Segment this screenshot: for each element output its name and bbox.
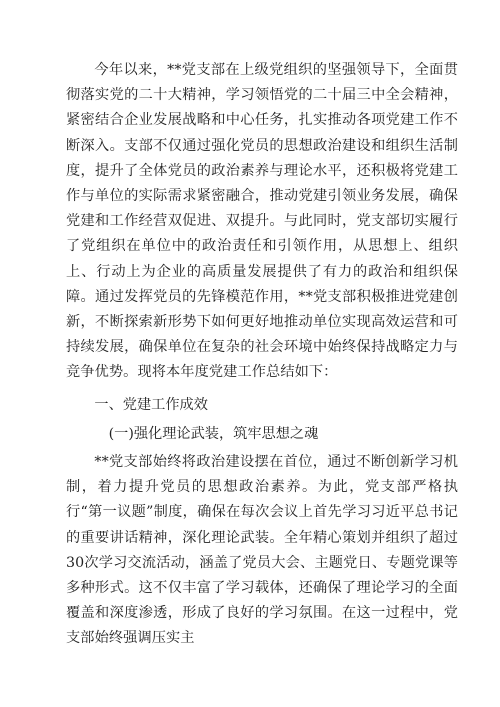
section-heading: 一、党建工作成效 — [94, 396, 208, 413]
body-paragraph: **党支部始终将政治建设摆在首位，通过不断创新学习机制，着力提升党员的思想政治素养。为此，党支部严格执行“第一议题”制度，确保在每次会议上首先学习习近平总书记的重要讲话精神，深化理论武装。全年精心策划并组织了超过30次学习交流活动，涵盖了党员大会、主题党日、专题党课等多种形式。这不仅丰富了学习载体，还确保了理论学习的全面覆盖和深度渗透，形成了良好的学习氛围。在这一过程中，党支部始终强调压实主 — [66, 454, 458, 647]
document-body — [66, 58, 458, 652]
subsection-heading: (一)强化理论武装，筑牢思想之魂 — [108, 425, 319, 442]
intro-paragraph: 今年以来，**党支部在上级党组织的坚强领导下，全面贯彻落实党的二十大精神，学习领悟党的二十届三中全会精神，紧密结合企业发展战略和中心任务，扎实推动各项党建工作不断深入。支部不仅通过强化党员的思想政治建设和组织生活制度，提升了全体党员的政治素养与理论水平，还积极将党建工作与单位的实际需求紧密融合，推动党建引领业务发展，确保党建和工作经营双促进、双提升。与此同时，党支部切实履行了党组织在单位中的政治责任和引领作用，从思想上、组织上、行动上为企业的高质量发展提供了有力的政治和组织保障。通过发挥党员的先锋模范作用，**党支部积极推进党建创新，不断探索新形势下如何更好地推动单位实现高效运营和可持续发展，确保单位在复杂的社会环境中始终保持战略定力与竞争优势。现将本年度党建工作总结如下： — [66, 62, 458, 381]
